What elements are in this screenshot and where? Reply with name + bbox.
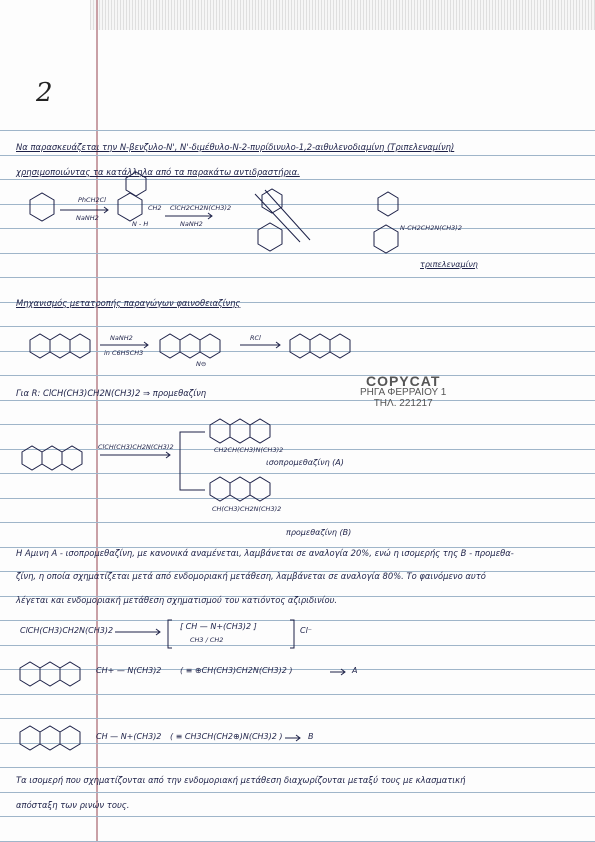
scheme5-product: A [352,666,358,675]
pyridine-ring-1 [30,193,54,221]
paragraph-line-1: Η Αμινη A - ισοπρομεθαζίνη, με κανονικά αναμένεται, λαμβάνεται σε αναλογία 20%, ενώ η ισομερής της B - προμεθα- [16,548,514,558]
phenothiazine-3-ring-a [290,334,310,358]
scheme3-reagent: ClCH(CH3)CH2N(CH3)2 [98,443,174,451]
stamp-line-3: ΤΗΛ. 221217 [373,398,433,409]
phenothiazine-6-ring-a [20,726,40,750]
product-b-name: προμεθαζίνη (B) [286,528,352,537]
phenothiazine-5-ring-a [20,662,40,686]
r-definition: Για R: ClCH(CH3)CH2N(CH3)2 ⇒ προμεθαζίνη [16,388,207,398]
product-b-chain: CH(CH3)CH2N(CH3)2 [212,505,282,513]
scheme6-species: CH — N+(CH3)2 [96,732,162,741]
scheme5-equiv: ( ≡ ⊕CH(CH3)CH2N(CH3)2 ) [180,666,293,675]
pyridine-ring-3 [258,223,282,251]
scheme4-left: ClCH(CH3)CH2N(CH3)2 [20,626,114,635]
phenothiazine-4-ring-a [22,446,42,470]
reagent-rcl: RCl [250,334,261,342]
reagent-step2-top: ClCH2CH2N(CH3)2 [170,204,232,212]
copycat-stamp [360,373,447,409]
pyridine-ring-2 [118,193,142,221]
scheme4-bracket: [ CH — N+(CH3)2 ] [180,622,257,631]
stamp-line-1: COPYCAT [365,373,441,389]
intro-line-2: χρησιμοποιώντας τα κατάλληλα από τα παρακάτω αντιδραστήρια. [16,167,300,177]
scheme4-counter-ion: Cl⁻ [300,626,313,635]
anion-label: N⊖ [196,360,207,368]
scheme4-bracket-sub: CH3 / CH2 [190,636,224,644]
scheme6-equiv: ( ≡ CH3CH(CH2⊕)N(CH3)2 ) [170,732,283,741]
ch2-label: CH2 [148,204,162,212]
product-a-chain: CH2CH(CH3)N(CH3)2 [214,446,284,454]
phenothiazine-b-ring-a [210,477,230,501]
paragraph-line-3: λέγεται και ενδομοριακή μετάθεση σχηματισμού του κατιόντος αζιριδινίου. [16,595,338,605]
phenothiazine-a-ring-a [210,419,230,443]
product-chain: N-CH2CH2N(CH3)2 [400,224,462,232]
reagent-solvent: in C6H5CH3 [104,349,144,357]
intermediate-label: N - H [132,220,149,228]
page-number: 2 [36,78,53,108]
stamp-line-2: ΡΗΓΑ ΦΕΡΡΑΙΟΥ 1 [360,387,447,398]
reagent-nanh2: NaNH2 [110,334,133,342]
footer-line-2: απόσταξη των ρινών τους. [16,800,130,810]
paragraph-line-2: ζίνη, η οποία σχηματίζεται μετά από ενδομοριακή μετάθεση, λαμβάνεται σε αναλογία 80%. Το φαινόμενο αυτό [16,571,486,581]
bracket-right [290,620,294,648]
reagent-step2-bottom: NaNH2 [180,220,203,228]
bracket-left [168,620,172,648]
benzene-ring-3 [378,192,398,216]
benzene-ring-1 [126,172,146,196]
scheme5-species: CH+ — N(CH3)2 [96,666,162,675]
intro-line-1: Να παρασκευάζεται την N-βενζυλο-N', N'-διμέθυλο-N-2-πυρίδινυλο-1,2-αιθυλενοδιαμίνη (Τριπελεναμίνη) [16,142,455,152]
branch-bracket [180,432,185,490]
strike-line [255,194,300,242]
reagent-step1-bottom: NaNH2 [76,214,99,222]
reagent-step1-top: PhCH2Cl [78,196,106,204]
footer-line-1: Τα ισομερή που σχηματίζονται από την ενδομοριακή μετάθεση διαχωρίζονται μεταξύ τους με κλασματική [16,775,466,785]
product-name: τριπελεναμίνη [420,260,478,269]
phenothiazine-1-ring-a [30,334,50,358]
scheme6-product: B [308,732,314,741]
product-a-name: ισοπρομεθαζίνη (A) [266,458,344,467]
benzene-ring-2 [262,189,282,213]
phenothiazine-2-ring-a [160,334,180,358]
mechanism-heading: Μηχανισμός μετατροπής παραγώγων φαινοθειαζίνης [16,298,241,308]
pyridine-ring-4 [374,225,398,253]
